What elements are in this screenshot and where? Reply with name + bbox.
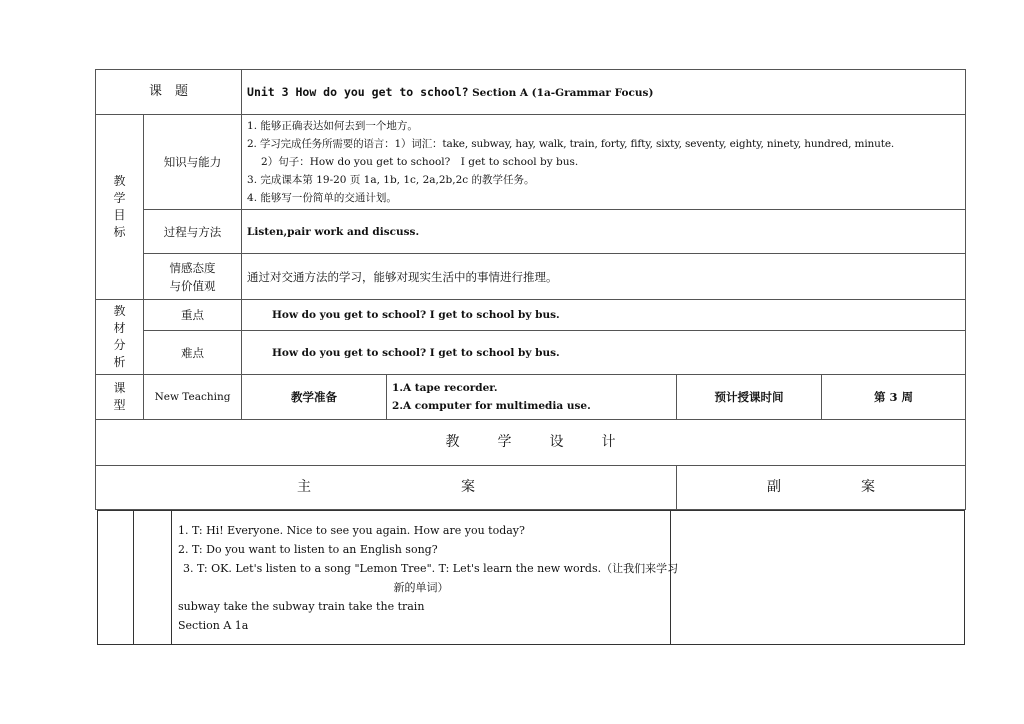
lesson-type-label-cell bbox=[96, 375, 144, 420]
objectives-group-cell bbox=[96, 115, 144, 300]
emotion-label-line-2: 与价值观 bbox=[169, 278, 216, 293]
emotion-content-cell bbox=[242, 254, 966, 300]
prep-item-2: 2.A computer for multimedia use. bbox=[392, 400, 591, 412]
difficulty-row bbox=[96, 331, 966, 375]
process-row bbox=[96, 210, 966, 254]
knowledge-line-3: 2）句子：How do you get to school? I get to school by bus. bbox=[261, 156, 579, 168]
plan-header-row bbox=[96, 466, 966, 510]
plan-body-table bbox=[97, 510, 965, 645]
plan-section-line: Section A 1a bbox=[178, 619, 249, 632]
difficulty-label-cell bbox=[144, 331, 242, 375]
plan-step-1: 1. T: Hi! Everyone. Nice to see you again. How are you today? bbox=[178, 524, 525, 537]
lesson-type-label: 课型 bbox=[113, 381, 126, 412]
knowledge-line-4: 3. 完成课本第 19-20 页 1a, 1b, 1c, 2a,2b,2c 的教学任务。 bbox=[247, 174, 535, 186]
knowledge-label-cell bbox=[144, 115, 242, 210]
main-plan-label: 主案 bbox=[297, 479, 625, 495]
time-value: 第 3 周 bbox=[874, 390, 914, 404]
plan-vocab-line: subway take the subway train take the train bbox=[178, 600, 425, 613]
plan-step-3-cont: 新的单词） bbox=[393, 581, 449, 594]
main-plan-cell bbox=[96, 466, 677, 510]
emotion-row bbox=[96, 254, 966, 300]
emotion-text: 通过对交通方法的学习，能够对现实生活中的事情进行推理。 bbox=[247, 269, 558, 284]
analysis-group-label: 教材分析 bbox=[113, 304, 126, 369]
process-text: Listen,pair work and discuss. bbox=[247, 225, 420, 238]
key-point-row bbox=[96, 300, 966, 331]
section-title: Section A (1a-Grammar Focus) bbox=[472, 86, 654, 99]
process-label-cell bbox=[144, 210, 242, 254]
emotion-label-cell bbox=[144, 254, 242, 300]
process-label: 过程与方法 bbox=[163, 224, 222, 239]
unit-title: Unit 3 How do you get to school? bbox=[247, 84, 469, 99]
key-content-cell bbox=[242, 300, 966, 331]
prep-items-cell bbox=[387, 375, 677, 420]
key-text: How do you get to school? I get to school by bus. bbox=[272, 309, 560, 321]
lesson-type-value-cell bbox=[144, 375, 242, 420]
knowledge-content-cell bbox=[242, 115, 966, 210]
prep-label-cell bbox=[242, 375, 387, 420]
difficulty-content-cell bbox=[242, 331, 966, 375]
sub-plan-content-cell bbox=[671, 511, 965, 645]
plan-body-row bbox=[98, 511, 965, 645]
difficulty-text: How do you get to school? I get to school by bus. bbox=[272, 346, 560, 359]
plan-blank-col-1 bbox=[98, 511, 134, 645]
knowledge-line-2: 2. 学习完成任务所需要的语言：1）词汇：take, subway, hay, walk, train, forty, fifty, sixty, seventy, eighty, ninety, hundred, minute. bbox=[247, 138, 895, 150]
sub-plan-label: 副案 bbox=[767, 479, 956, 495]
plan-blank-col-2 bbox=[134, 511, 172, 645]
sub-plan-cell bbox=[677, 466, 966, 510]
process-content-cell bbox=[242, 210, 966, 254]
plan-step-2: 2. T: Do you want to listen to an English song? bbox=[178, 543, 438, 556]
lesson-plan-table bbox=[95, 69, 966, 510]
prep-label: 教学准备 bbox=[291, 390, 338, 404]
emotion-label-line-1: 情感态度 bbox=[169, 260, 216, 275]
topic-row bbox=[96, 70, 966, 115]
time-label: 预计授课时间 bbox=[714, 390, 784, 404]
topic-label-cell bbox=[96, 70, 242, 115]
topic-label: 课 题 bbox=[149, 84, 189, 99]
knowledge-label: 知识与能力 bbox=[163, 155, 222, 169]
knowledge-row bbox=[96, 115, 966, 210]
design-title-row bbox=[96, 420, 966, 466]
time-value-cell bbox=[822, 375, 966, 420]
knowledge-line-5: 4. 能够写一份简单的交通计划。 bbox=[247, 192, 397, 204]
knowledge-line-1: 1. 能够正确表达如何去到一个地方。 bbox=[247, 120, 418, 132]
prep-item-1: 1.A tape recorder. bbox=[392, 382, 498, 394]
time-label-cell bbox=[677, 375, 822, 420]
key-label: 重点 bbox=[181, 308, 204, 322]
design-title: 教学设计 bbox=[445, 434, 654, 450]
lesson-type-value: New Teaching bbox=[154, 391, 231, 403]
difficulty-label: 难点 bbox=[181, 345, 204, 360]
design-title-cell bbox=[96, 420, 966, 466]
objectives-group-label: 教学目标 bbox=[113, 174, 126, 239]
lesson-type-row bbox=[96, 375, 966, 420]
topic-title-cell bbox=[242, 70, 966, 115]
plan-steps-cell bbox=[172, 511, 679, 645]
analysis-group-cell bbox=[96, 300, 144, 375]
plan-step-3: 3. T: OK. Let's listen to a song "Lemon Tree". T: Let's learn the new words.（让我们来学习 bbox=[183, 562, 679, 575]
key-label-cell bbox=[144, 300, 242, 331]
